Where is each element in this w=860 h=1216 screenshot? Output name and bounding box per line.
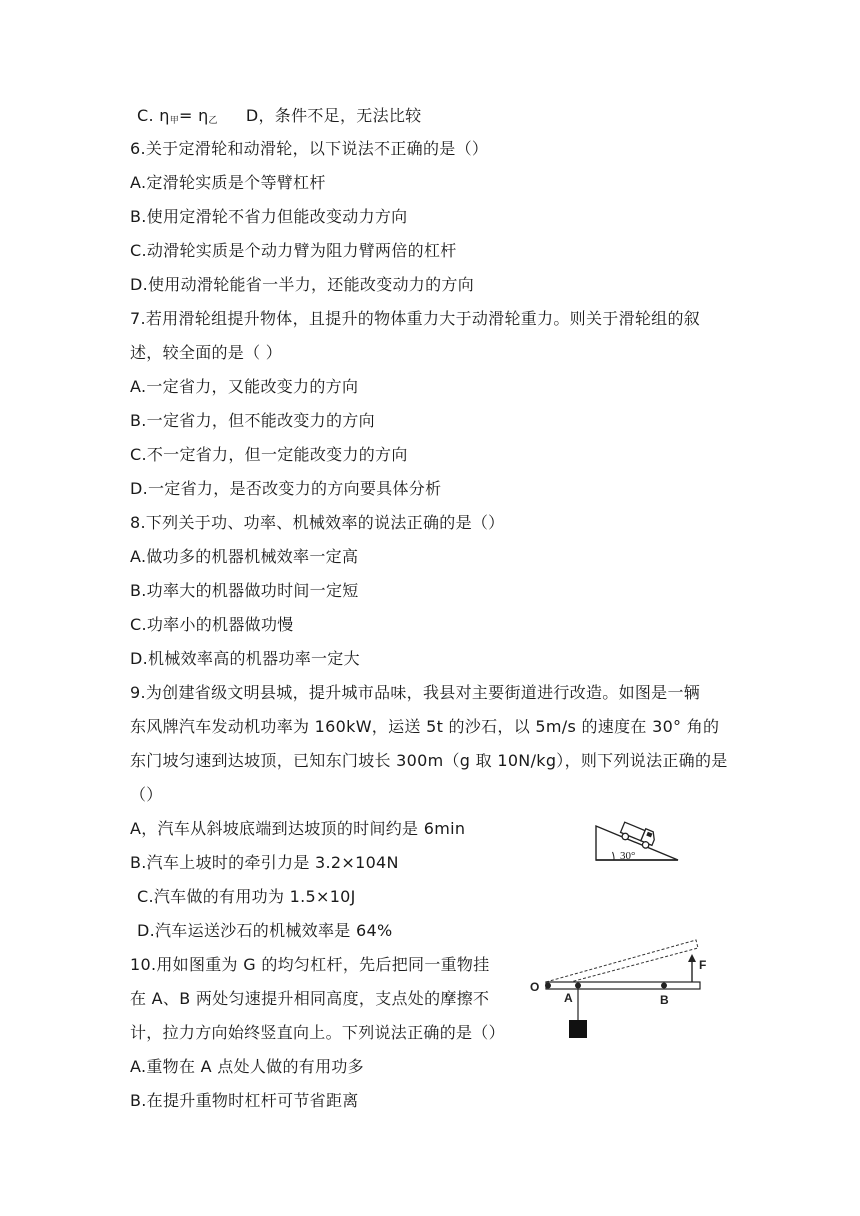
- pivot-point: [545, 983, 551, 989]
- q5-option-c: C. $\eta_甲= \eta_乙$: [137, 106, 218, 126]
- q10-option-a: A.重物在 A 点处人做的有用功多: [130, 1057, 364, 1076]
- hanging-weight: [569, 1020, 587, 1038]
- q6-option-d: D.使用动滑轮能省一半力，还能改变动力的方向: [130, 275, 475, 294]
- slope-angle-label: 30°: [620, 850, 636, 862]
- label-b: B: [660, 993, 669, 1007]
- q9-stem-line4: （）: [130, 785, 163, 804]
- label-a: A: [564, 991, 573, 1005]
- force-arrow-icon: [688, 954, 696, 962]
- q5-option-d: D，条件不足，无法比较: [245, 106, 422, 125]
- q9-slope-truck-figure: [592, 808, 682, 864]
- q7-stem-line1: 7.若用滑轮组提升物体，且提升的物体重力大于动滑轮重力。则关于滑轮组的叙: [130, 309, 701, 328]
- q8-stem: 8.下列关于功、功率、机械效率的说法正确的是（）: [130, 513, 505, 532]
- q8-option-b: B.功率大的机器做功时间一定短: [130, 581, 359, 600]
- q8-option-d: D.机械效率高的机器功率一定大: [130, 649, 360, 668]
- q9-option-c: C.汽车做的有用功为 1.5×10J: [137, 887, 356, 906]
- q10-stem-line3: 计，拉力方向始终竖直向上。下列说法正确的是（）: [130, 1023, 505, 1042]
- q10-stem-line1: 10.用如图重为 G 的均匀杠杆，先后把同一重物挂: [130, 955, 490, 974]
- q6-option-c: C.动滑轮实质是个动力臂为阻力臂两倍的杠杆: [130, 241, 457, 260]
- q9-option-d: D.汽车运送沙石的机械效率是 64%: [137, 921, 393, 940]
- label-o: O: [530, 980, 540, 994]
- q9-stem-line1: 9.为创建省级文明县城，提升城市品味，我县对主要街道进行改造。如图是一辆: [130, 683, 701, 702]
- raised-lever-outline: [546, 940, 698, 988]
- q7-stem-line2: 述，较全面的是（ ）: [130, 343, 283, 362]
- q8-option-a: A.做功多的机器机械效率一定高: [130, 547, 359, 566]
- point-b: [661, 983, 667, 989]
- truck-icon: [619, 820, 657, 850]
- q9-option-a: A，汽车从斜坡底端到达坡顶的时间约是 6min: [130, 819, 466, 838]
- point-a: [575, 983, 581, 989]
- q6-stem: 6.关于定滑轮和动滑轮，以下说法不正确的是（）: [130, 139, 489, 158]
- q7-option-a: A.一定省力，又能改变力的方向: [130, 377, 359, 396]
- q5-options-line: [137, 106, 421, 131]
- q9-option-b: B.汽车上坡时的牵引力是 3.2×104N: [130, 853, 399, 872]
- q7-option-c: C.不一定省力，但一定能改变力的方向: [130, 445, 408, 464]
- q7-option-b: B.一定省力，但不能改变力的方向: [130, 411, 375, 430]
- q10-option-b: B.在提升重物时杠杆可节省距离: [130, 1091, 359, 1110]
- q8-option-c: C.功率小的机器做功慢: [130, 615, 294, 634]
- q9-stem-line2: 东风牌汽车发动机功率为 160kW，运送 5t 的沙石，以 5m/s 的速度在 30° 角的: [130, 717, 720, 736]
- q9-stem-line3: 东门坡匀速到达坡顶，已知东门坡长 300m（g 取 10N/kg），则下列说法正确的是: [130, 751, 728, 770]
- label-f: F: [699, 958, 706, 972]
- q10-lever-figure: [526, 936, 706, 1046]
- q6-option-b: B.使用定滑轮不省力但能改变动力方向: [130, 207, 408, 226]
- q7-option-d: D.一定省力，是否改变力的方向要具体分析: [130, 479, 442, 498]
- lever-bar: [546, 982, 700, 989]
- q6-option-a: A.定滑轮实质是个等臂杠杆: [130, 173, 326, 192]
- q10-stem-line2: 在 A、B 两处匀速提升相同高度，支点处的摩擦不: [130, 989, 490, 1008]
